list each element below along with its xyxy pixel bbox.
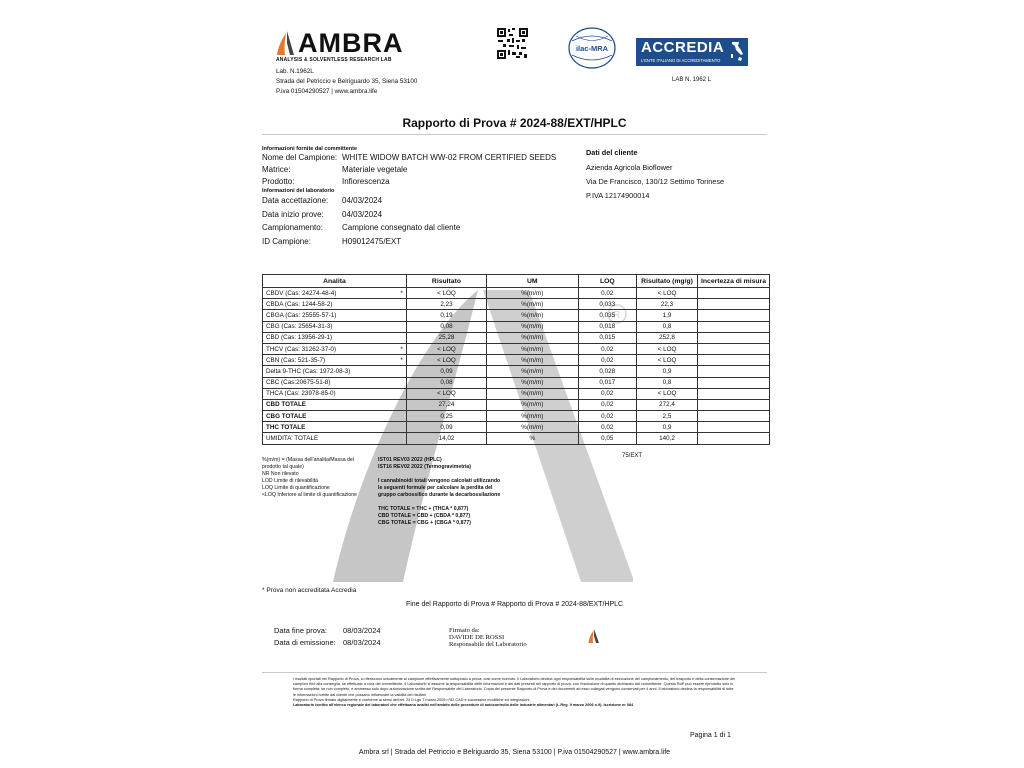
table-row xyxy=(263,332,770,343)
table-cell: 0,018 xyxy=(578,321,637,332)
not-accredited-star: * xyxy=(400,356,403,364)
table-cell: 0,035 xyxy=(578,310,637,321)
table-cell: < LOQ xyxy=(637,388,698,399)
disclaimer-signed: Rapporto di Prova firmato digitalmente e conforme ai sensi dell'art. 23 D.Lgs 7 marzo 2005 n°82 CAD e successive modifiche ed integrazioni xyxy=(293,697,530,702)
table-cell xyxy=(263,321,407,332)
analyte-name: CBG (Cas: 25654-31-3) xyxy=(266,323,333,331)
analyte-name: CBC (Cas:20675-51-8) xyxy=(266,379,331,387)
lab-number-right: LAB N. 1962 L xyxy=(672,77,712,83)
end-of-report: Fine del Rapporto di Prova # Rapporto di Prova # 2024-88/EXT/HPLC xyxy=(405,601,624,608)
formula-line: CBG TOTALE = CBG + (CBGA * 0,877) xyxy=(378,520,472,526)
signer-role: Responsabile del Laboratorio xyxy=(449,641,527,648)
method-line: IST16 REV02 2022 (Termogravimetria) xyxy=(378,464,472,470)
table-cell xyxy=(263,399,407,410)
note-line: <LOQ Inferiore al limite di quantificazione xyxy=(262,492,358,498)
col-header: UM xyxy=(487,275,578,288)
signer-name: DAVIDE DE ROSSI xyxy=(449,634,505,641)
table-body xyxy=(263,288,770,445)
table-row xyxy=(263,288,770,299)
accredia-word: ACCREDIA xyxy=(641,39,725,56)
not-accredited-star: * xyxy=(400,289,403,297)
table-cell: 0,017 xyxy=(578,377,637,388)
table-cell: < LOQ xyxy=(637,343,698,354)
table-cell xyxy=(697,366,769,377)
analyte-name: THCV (Cas: 31262-37-0) xyxy=(266,345,336,353)
table-cell: 0,02 xyxy=(578,411,637,422)
table-row xyxy=(263,422,770,433)
table-cell xyxy=(697,343,769,354)
lab-address: Strada del Petriccio e Belriguardo 35, Siena 53100 xyxy=(276,78,418,85)
table-cell: 25,28 xyxy=(406,332,486,343)
table-cell: 0,02 xyxy=(578,288,637,299)
table-cell: 27,24 xyxy=(406,399,486,410)
analyte-name: CBGA (Cas: 25555-57-1) xyxy=(266,311,337,319)
table-cell: %(m/m) xyxy=(487,366,578,377)
col-header: Risultato xyxy=(406,275,486,288)
lab-info xyxy=(276,67,417,97)
disclaimer xyxy=(293,677,737,708)
end-date-row: Data fine prova: 08/03/2024 xyxy=(274,626,381,635)
table-cell: 0,02 xyxy=(578,343,637,354)
table-cell xyxy=(697,377,769,388)
table-cell: %(m/m) xyxy=(487,321,578,332)
table-cell xyxy=(263,433,407,444)
client-info-title: Informazioni fornite dal committente xyxy=(262,146,358,152)
client-box xyxy=(586,148,724,203)
analyte-name: CBD TOTALE xyxy=(266,401,306,409)
table-cell: 0,033 xyxy=(578,299,637,310)
table-header-row xyxy=(263,275,770,288)
analyte-name: CBN (Cas: 521-35-7) xyxy=(266,356,326,364)
client-name: Azienda Agricola Bioflower xyxy=(586,163,673,172)
info-row: ID Campione: H09012475/EXT xyxy=(262,236,402,246)
sample-info xyxy=(262,146,556,248)
table-row xyxy=(263,355,770,366)
table-cell xyxy=(263,377,407,388)
table-cell xyxy=(263,422,407,433)
table-cell: %(m/m) xyxy=(487,288,578,299)
ambra-small-icon xyxy=(588,629,600,643)
note-line: %(m/m) = (Massa dell'analita/Massa del prodotto tal quale) xyxy=(262,457,354,470)
table-cell: 0,09 xyxy=(406,422,486,433)
table-row xyxy=(263,411,770,422)
table-cell xyxy=(697,422,769,433)
table-cell xyxy=(697,299,769,310)
lab-info-title: Informazioni del laboratorio xyxy=(262,188,335,194)
table-cell: 22,3 xyxy=(637,299,698,310)
analyte-name: CBDA (Cas: 1244-58-2) xyxy=(266,300,333,308)
formula-line: THC TOTALE = THC + (THCA * 0,877) xyxy=(378,506,469,512)
table-row xyxy=(263,366,770,377)
table-cell: %(m/m) xyxy=(487,377,578,388)
table-cell xyxy=(263,355,407,366)
table-cell: < LOQ xyxy=(406,343,486,354)
table-cell xyxy=(263,299,407,310)
ambra-flame-icon xyxy=(276,31,298,55)
table-row xyxy=(263,343,770,354)
table-cell: 0,02 xyxy=(578,388,637,399)
table-cell: 272,4 xyxy=(637,399,698,410)
disclaimer-registered: Laboratorio iscritto all'elenco regionale dei laboratori che effettuano analisi nell'ambito delle procedure di autocontrollo delle industrie alimentari (L.Reg. 9 marzo 2006 n.9). Iscrizione nr 084 xyxy=(293,703,634,708)
analyte-name: THC TOTALE xyxy=(266,423,306,431)
table-cell: 1,9 xyxy=(637,310,698,321)
table-row xyxy=(263,299,770,310)
table-cell: 2,5 xyxy=(637,411,698,422)
table-cell: < LOQ xyxy=(637,355,698,366)
table-cell: 0,09 xyxy=(406,366,486,377)
not-accredited-note: * Prova non accreditata Accredia xyxy=(262,587,357,594)
table-cell: 0,02 xyxy=(578,355,637,366)
accredia-logo xyxy=(636,38,748,66)
note-line: NR Non rilevato xyxy=(262,471,299,477)
table-cell: 0,08 xyxy=(406,321,486,332)
analyte-name: UMIDITA' TOTALE xyxy=(266,435,319,443)
report-title: Rapporto di Prova # 2024-88/EXT/HPLC xyxy=(402,116,627,130)
table-cell xyxy=(697,288,769,299)
note-line: LOD Limite di rilevabilità xyxy=(262,478,318,484)
svg-text:R: R xyxy=(613,310,621,321)
lab-number: Lab. N.1962L xyxy=(276,68,314,75)
signature-block xyxy=(449,627,527,648)
table-cell xyxy=(263,310,407,321)
col-header: Incertezza di misura xyxy=(697,275,769,288)
brand-name: AMBRA xyxy=(298,28,404,58)
table-cell xyxy=(697,388,769,399)
info-row: Campionamento: Campione consegnato dal cliente xyxy=(262,223,461,232)
table-cell: % xyxy=(487,433,578,444)
table-cell xyxy=(697,332,769,343)
client-address: Via De Francisco, 130/12 Settimo Torinese xyxy=(586,177,725,186)
dates-block xyxy=(274,625,381,649)
table-row xyxy=(263,377,770,388)
table-cell xyxy=(697,355,769,366)
client-piva: P.IVA 12174900014 xyxy=(586,191,650,200)
ilac-mra-logo xyxy=(568,27,616,69)
not-accredited-star: * xyxy=(400,345,403,353)
table-cell: %(m/m) xyxy=(487,343,578,354)
table-cell xyxy=(697,433,769,444)
table-row xyxy=(263,399,770,410)
table-cell: 0,9 xyxy=(637,422,698,433)
info-row: Nome del Campione: WHITE WIDOW BATCH WW-02 FROM CERTIFIED SEEDS xyxy=(262,153,557,162)
table-cell: %(m/m) xyxy=(487,411,578,422)
table-cell xyxy=(697,411,769,422)
table-cell xyxy=(263,343,407,354)
page-number: Pagina 1 di 1 xyxy=(690,732,731,739)
analyte-name: CBDV (Cas: 24274-48-4) xyxy=(266,289,337,297)
qr-code-icon xyxy=(497,28,528,59)
emission-date-row: Data di emissione: 08/03/2024 xyxy=(274,638,381,647)
table-cell: 0,8 xyxy=(637,377,698,388)
method-line: IST01 REV03 2022 (HPLC) xyxy=(378,457,442,463)
table-cell: 0,05 xyxy=(578,433,637,444)
table-row xyxy=(263,321,770,332)
ambra-logo xyxy=(276,30,406,63)
table-cell: 252,8 xyxy=(637,332,698,343)
table-cell xyxy=(263,332,407,343)
table-cell: < LOQ xyxy=(406,355,486,366)
calc-note: I cannabinoidi totali vengono calcolati utilizzando le seguenti formule per calcolare la perdita del gruppo carbossilico durante la decarbossilazione xyxy=(378,478,501,498)
table-cell xyxy=(263,411,407,422)
col-header: LOQ xyxy=(578,275,637,288)
table-cell xyxy=(263,388,407,399)
results-table xyxy=(262,274,770,445)
ilac-text: ilac-MRA xyxy=(575,44,609,53)
analyte-name: CBD (Cas: 13956-29-1) xyxy=(266,334,333,342)
table-cell xyxy=(697,399,769,410)
table-row xyxy=(263,310,770,321)
legend-notes xyxy=(262,457,372,499)
italy-map-icon xyxy=(730,41,744,63)
table-cell xyxy=(697,310,769,321)
table-cell: %(m/m) xyxy=(487,310,578,321)
table-cell: 0,015 xyxy=(578,332,637,343)
table-row xyxy=(263,433,770,444)
table-cell: < LOQ xyxy=(637,288,698,299)
table-cell: %(m/m) xyxy=(487,388,578,399)
footer: Ambra srl | Strada del Petriccio e Belriguardo 35, Siena 53100 | P.iva 01504290527 | www.ambra.life xyxy=(358,749,671,756)
disclaimer-text: I risultati riportati nel Rapporto di Prova, si riferiscono unicamente al campione effettivamente sottoposto a prova, così come ricevuto. Il Laboratorio declina ogni responsabilità sulle modalità di esecuzione del campionamento, del trasporto e della conservazione dei campioni fino alla consegna, se effettuato a cura del committente. Il Laboratorio si assume la responsabilità delle informazioni e dei dati presenti nel rapporto di prova, con l'esclusione di quanto dichiarato dal committente. Questo RdP può essere riprodotto solo in forma completa: se non completo, è ammesso solo dopo autorizzazione scritta del Responsabile del Laboratorio. Copia del presente Rapporto di Prova e dei documenti ad esso collegati vengono conservati per 4 anni. Il laboratorio declina la responsabilità di tutte le informazioni fornite dal cliente che possano influenzare la validità dei risultati xyxy=(293,677,736,697)
table-cell: %(m/m) xyxy=(487,355,578,366)
formula-line: CBD TOTALE = CBD + (CBDA * 0,877) xyxy=(378,513,471,519)
analyte-name: CBG TOTALE xyxy=(266,412,307,420)
table-cell: %(m/m) xyxy=(487,399,578,410)
disclaimer-divider xyxy=(262,672,767,673)
table-cell: %(m/m) xyxy=(487,332,578,343)
lab-piva-web: P.iva 01504290527 | www.ambra.life xyxy=(276,88,378,95)
info-row: Data accettazione: 04/03/2024 xyxy=(262,196,383,205)
title-divider xyxy=(262,134,767,135)
results-table-wrap xyxy=(262,274,770,445)
table-cell: 0,25 xyxy=(406,411,486,422)
table-cell xyxy=(697,321,769,332)
analyte-name: THCA (Cas: 23978-85-0) xyxy=(266,390,336,398)
table-cell: %(m/m) xyxy=(487,299,578,310)
table-cell: 0,19 xyxy=(406,310,486,321)
table-cell: < LOQ xyxy=(406,388,486,399)
table-cell: %(m/m) xyxy=(487,422,578,433)
info-row: Matrice: Materiale vegetale xyxy=(262,165,408,174)
note-line: LOQ Limite di quantificazione xyxy=(262,485,330,491)
table-cell: 2,23 xyxy=(406,299,486,310)
info-row: Prodotto: Infiorescenza xyxy=(262,177,390,186)
table-cell: 0,02 xyxy=(578,399,637,410)
info-row: Data inizio prove: 04/03/2024 xyxy=(262,209,383,219)
table-cell xyxy=(263,366,407,377)
table-cell: 140,2 xyxy=(637,433,698,444)
table-cell: 0,028 xyxy=(578,366,637,377)
table-cell: 0,02 xyxy=(578,422,637,433)
table-cell xyxy=(263,288,407,299)
signed-by-label: Firmato da: xyxy=(449,627,480,634)
brand-subtitle: ANALYSIS & SOLVENTLESS RESEARCH LAB xyxy=(276,57,392,63)
method-notes xyxy=(378,457,503,527)
analyte-name: Delta 9-THC (Cas: 1972-08-3) xyxy=(266,367,351,375)
accredia-subtitle: L'ENTE ITALIANO DI ACCREDITAMENTO xyxy=(641,58,721,63)
table-cell: 0,8 xyxy=(637,321,698,332)
col-header: Analita xyxy=(263,275,407,288)
table-cell: < LOQ xyxy=(406,288,486,299)
table-cell: 14,02 xyxy=(406,433,486,444)
table-cell: 0,9 xyxy=(637,366,698,377)
table-row xyxy=(263,388,770,399)
table-cell: 0,08 xyxy=(406,377,486,388)
col-header: Risultato (mg/g) xyxy=(637,275,698,288)
sample-ref: 75/EXT xyxy=(622,453,643,459)
client-title: Dati del cliente xyxy=(586,148,638,157)
